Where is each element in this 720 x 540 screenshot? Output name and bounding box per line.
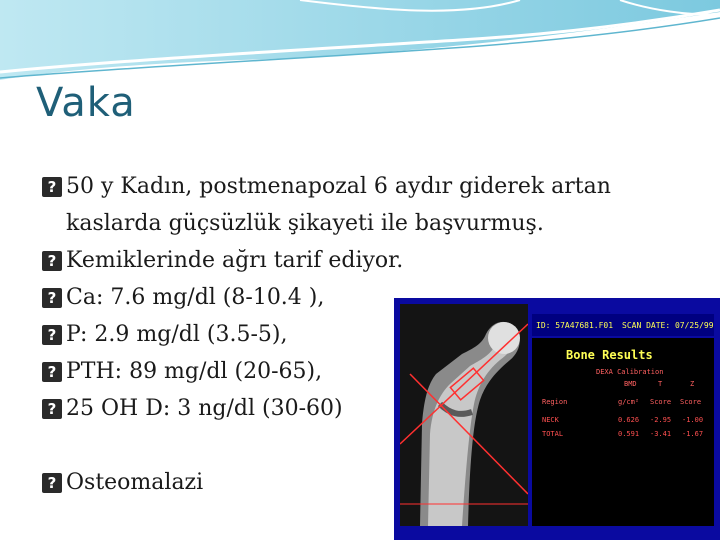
bullet-item [42, 168, 622, 242]
bullet-text: P: 2.9 mg/dl (3.5-5), [66, 322, 288, 347]
bullet-text: 50 y Kadın, postmenapozal 6 aydır giderek artan kaslarda güçsüzlük şikayeti ile başvurmuş. [66, 174, 611, 236]
row-z: -1.67 [682, 430, 704, 438]
scan-date: SCAN DATE: 07/25/99 [622, 321, 714, 330]
row-bmd: 0.626 [618, 416, 640, 424]
bullet-text: Kemiklerinde ağrı tarif ediyor. [66, 248, 404, 273]
row-region: NECK [542, 416, 559, 424]
femur-scan-image [400, 304, 528, 526]
unknown-glyph-icon [42, 473, 62, 493]
unknown-glyph-icon [42, 362, 62, 382]
unknown-glyph-icon [42, 288, 62, 308]
bullet-text: PTH: 89 mg/dl (20-65), [66, 359, 323, 384]
col-region: Region [542, 398, 568, 406]
unknown-glyph-icon [42, 177, 62, 197]
col-bmd: BMD [624, 380, 637, 388]
bullet-item [42, 242, 622, 279]
femur-xray-graphic [400, 304, 528, 526]
row-z: -1.00 [682, 416, 704, 424]
row-t: -3.41 [650, 430, 672, 438]
calibration-label: DEXA Calibration [596, 368, 664, 376]
col-z: Z [690, 380, 695, 388]
results-title: Bone Results [566, 348, 653, 362]
bullet-text: 25 OH D: 3 ng/dl (30-60) [66, 396, 343, 421]
unknown-glyph-icon [42, 399, 62, 419]
unknown-glyph-icon [42, 325, 62, 345]
unknown-glyph-icon [42, 251, 62, 271]
bullet-text: Osteomalazi [66, 470, 204, 495]
scan-id: ID: 57A47681.F01 [536, 321, 614, 330]
col-t: T [658, 380, 663, 388]
col-bmd-unit: g/cm² [618, 398, 640, 406]
header-wave-banner [0, 0, 720, 85]
row-t: -2.95 [650, 416, 672, 424]
dexa-scan-image [394, 298, 720, 540]
col-z-sub: Score [680, 398, 702, 406]
row-region: TOTAL [542, 430, 564, 438]
slide-title: Vaka [36, 80, 136, 126]
dexa-header-bar [532, 314, 714, 336]
bone-results-panel [532, 338, 714, 526]
bullet-text: Ca: 7.6 mg/dl (8-10.4 ), [66, 285, 325, 310]
row-bmd: 0.591 [618, 430, 640, 438]
col-t-sub: Score [650, 398, 672, 406]
